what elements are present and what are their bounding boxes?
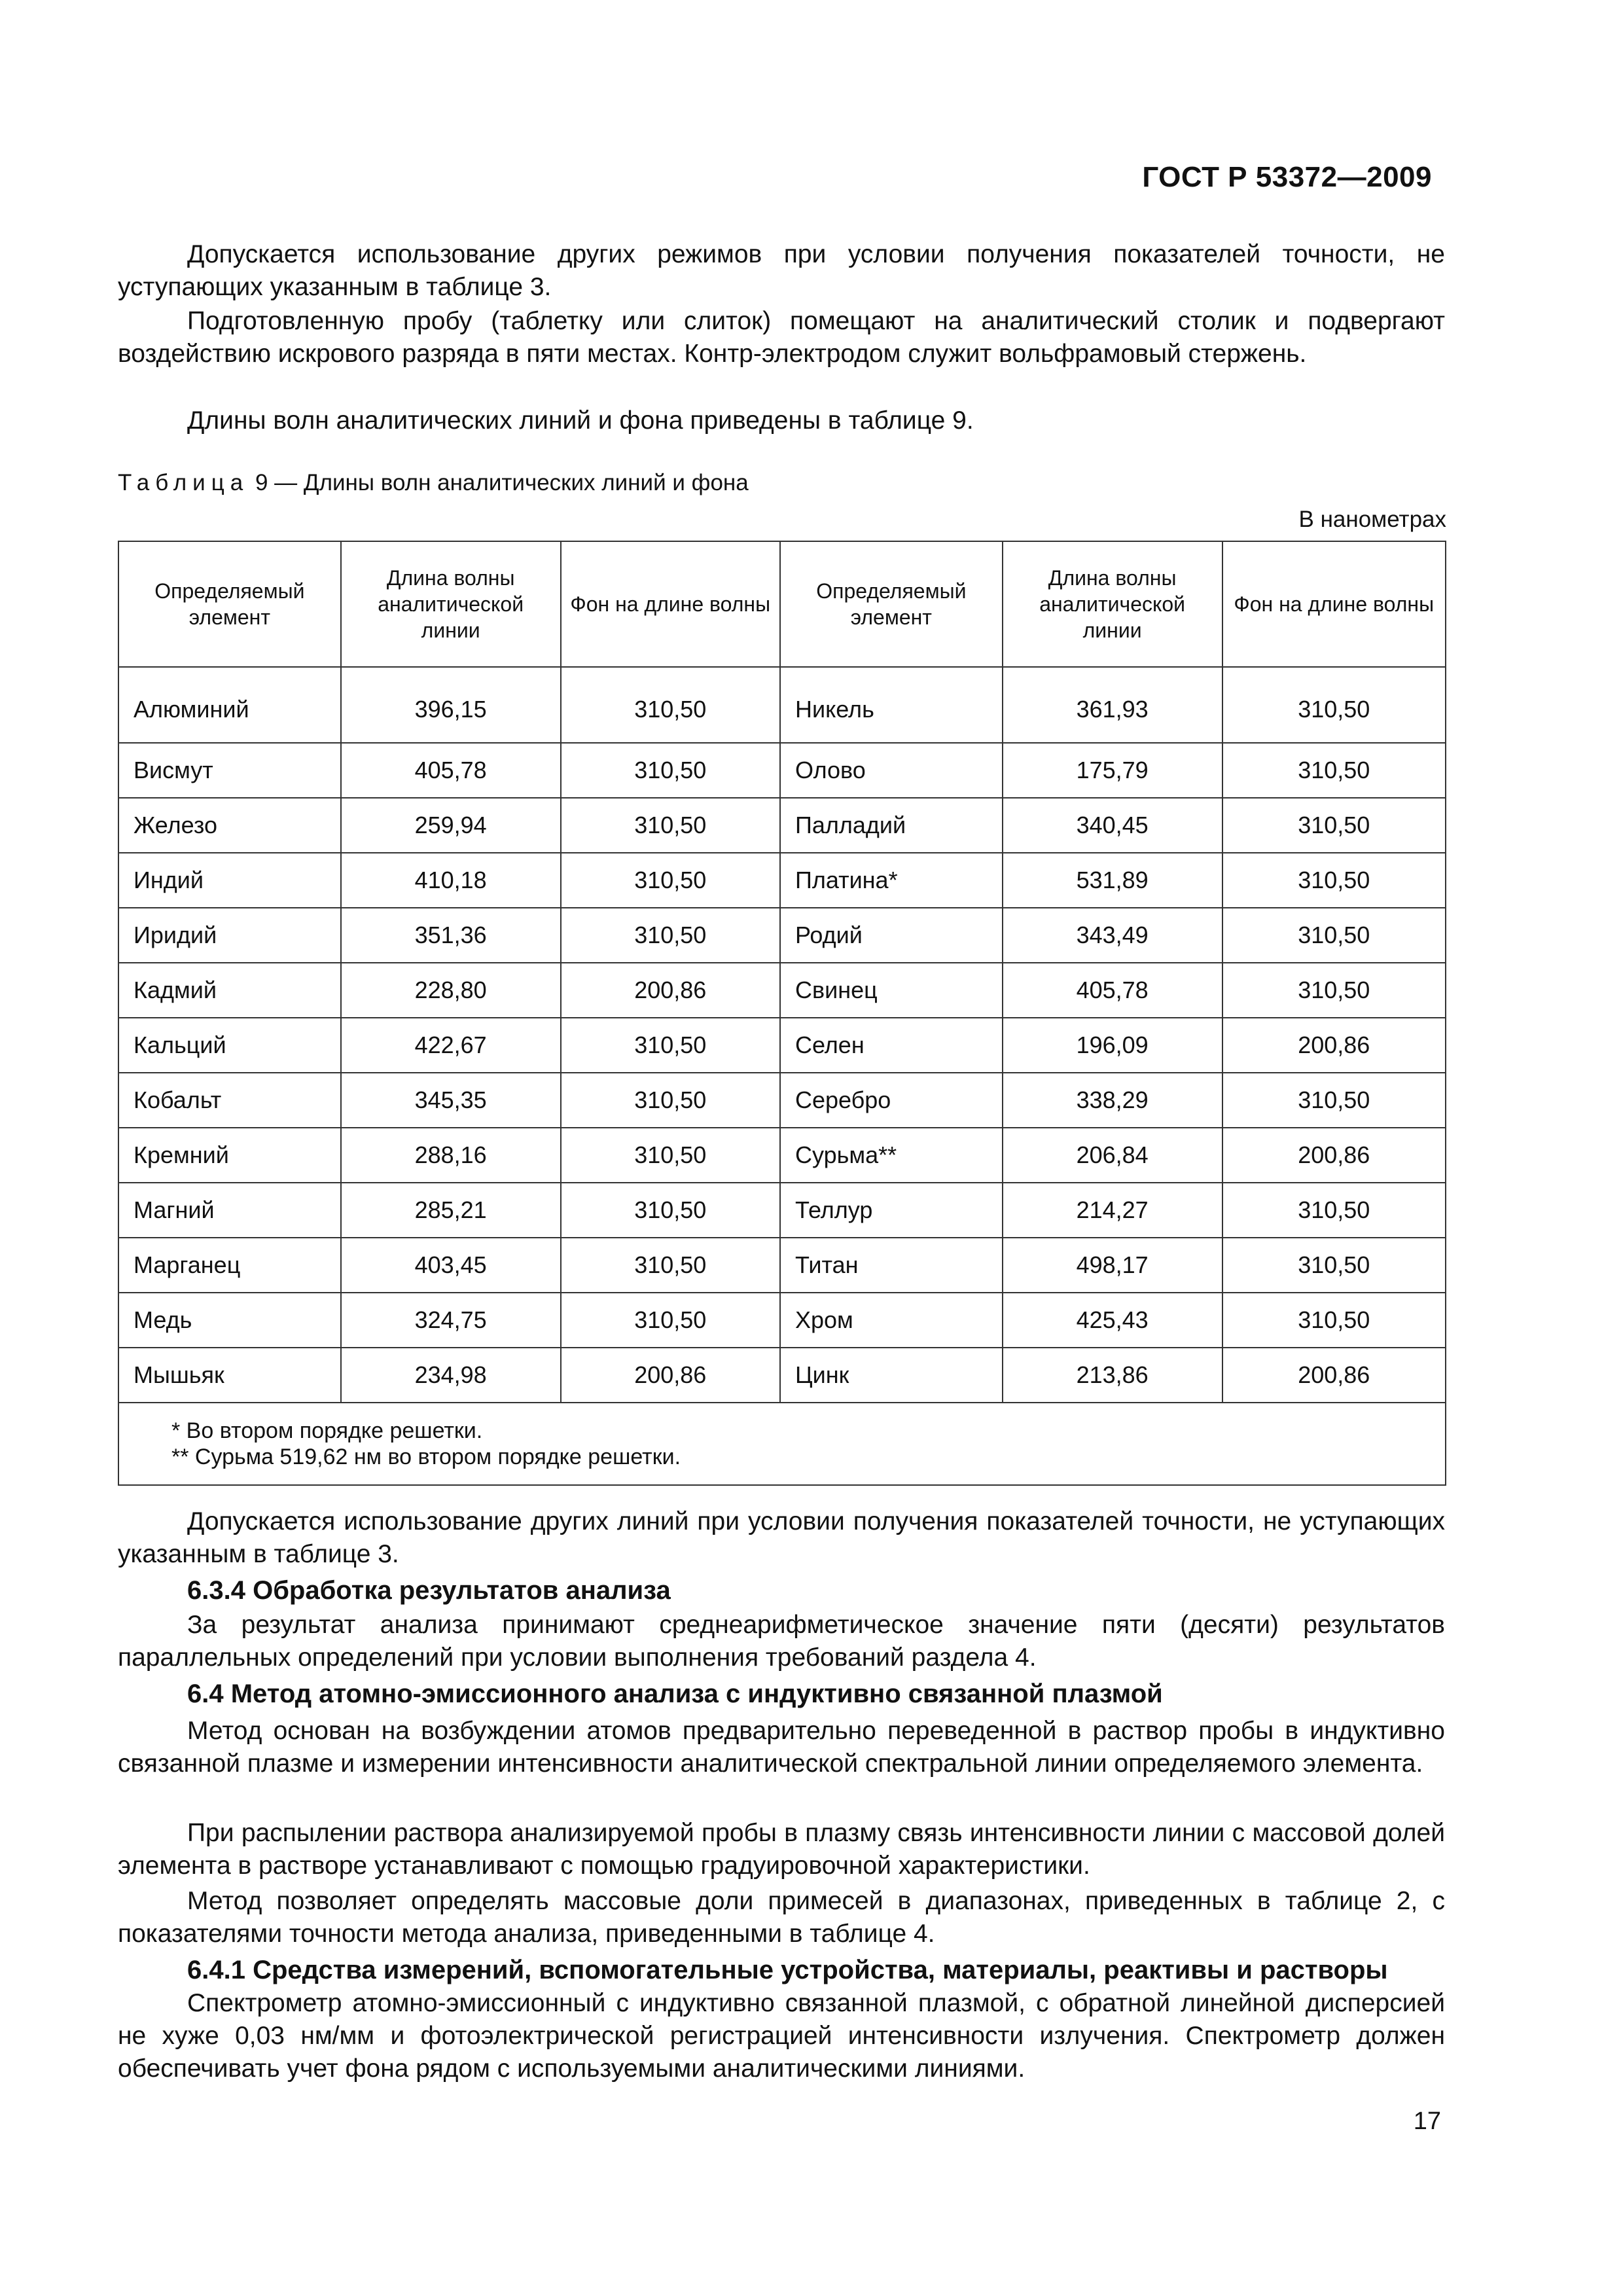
paragraph [118, 404, 1445, 437]
paragraph [118, 1715, 1445, 1780]
paragraph-text: Допускается использование других режимов при условии получения показателей точности, не уступающих указанным в таблице 3. [118, 240, 1445, 301]
wavelength-cell: 310,50 [1222, 798, 1446, 853]
wavelength-cell: 310,50 [561, 1128, 780, 1183]
element-name-cell: Платина* [780, 853, 1003, 908]
table-units: В нанометрах [1298, 507, 1446, 532]
page-number: 17 [1413, 2108, 1441, 2135]
wavelength-cell: 259,94 [341, 798, 561, 853]
wavelength-cell: 410,18 [341, 853, 561, 908]
paragraph-text: Допускается использование других линий при условии получения показателей точности, не уступающих указанным в таблице 3. [118, 1507, 1445, 1568]
wavelength-cell: 351,36 [341, 908, 561, 963]
element-name-cell: Индий [118, 853, 341, 908]
header-cell: Длина волны аналитической линии [341, 541, 561, 667]
wavelength-cell: 213,86 [1003, 1348, 1222, 1403]
wavelength-cell: 200,86 [1222, 1018, 1446, 1073]
element-name-cell: Алюминий [118, 667, 341, 743]
wavelength-cell: 345,35 [341, 1073, 561, 1128]
wavelength-cell: 200,86 [1222, 1128, 1446, 1183]
wavelength-cell: 310,50 [1222, 1073, 1446, 1128]
paragraph-text: Метод позволяет определять массовые доли примесей в диапазонах, приведенных в таблице 2, с показателями точности метода анализа, приведенными в таблице 4. [118, 1887, 1445, 1948]
wavelength-cell: 234,98 [341, 1348, 561, 1403]
wavelength-cell: 405,78 [341, 743, 561, 798]
wavelength-cell: 310,50 [561, 1018, 780, 1073]
element-name-cell: Никель [780, 667, 1003, 743]
wavelength-cell: 338,29 [1003, 1073, 1222, 1128]
paragraph-text: Метод основан на возбуждении атомов предварительно переведенной в раствор пробы в индуктивно связанной плазме и измерении интенсивности аналитической спектральной линии определяемого элемента. [118, 1717, 1445, 1778]
wavelength-cell: 396,15 [341, 667, 561, 743]
wavelength-cell: 403,45 [341, 1238, 561, 1293]
table-row [118, 667, 1446, 743]
element-name-cell: Кадмий [118, 963, 341, 1018]
wavelength-cell: 310,50 [1222, 1238, 1446, 1293]
wavelength-cell: 310,50 [1222, 743, 1446, 798]
section-heading: 6.4 Метод атомно-эмиссионного анализа с индуктивно связанной плазмой [187, 1679, 1163, 1708]
wavelength-cell: 200,86 [1222, 1348, 1446, 1403]
wavelength-cell: 310,50 [561, 798, 780, 853]
table-row [118, 1018, 1446, 1073]
element-name-cell: Свинец [780, 963, 1003, 1018]
table-row [118, 1128, 1446, 1183]
table-note: ** Сурьма 519,62 нм во втором порядке решетки. [171, 1444, 681, 1469]
wavelength-cell: 310,50 [1222, 853, 1446, 908]
table-row [118, 743, 1446, 798]
wavelength-cell: 310,50 [1222, 963, 1446, 1018]
wavelength-cell: 425,43 [1003, 1293, 1222, 1348]
header-cell: Длина волны аналитической линии [1003, 541, 1222, 667]
wavelength-cell: 498,17 [1003, 1238, 1222, 1293]
paragraph-text: Спектрометр атомно-эмиссионный с индуктивно связанной плазмой, с обратной линейной дисперсией не хуже 0,03 нм/мм и фотоэлектрической регистрацией интенсивности излучения. Спектрометр должен обеспечивать учет фона рядом с используемыми аналитическими линиями. [118, 1989, 1445, 2083]
element-name-cell: Кальций [118, 1018, 341, 1073]
wavelength-cell: 288,16 [341, 1128, 561, 1183]
table-notes [118, 1403, 1446, 1485]
wavelength-cell: 422,67 [341, 1018, 561, 1073]
header-cell: Фон на длине волны [561, 541, 780, 667]
element-name-cell: Сурьма** [780, 1128, 1003, 1183]
wavelength-cell: 175,79 [1003, 743, 1222, 798]
wavelength-cell: 310,50 [1222, 667, 1446, 743]
paragraph-text: Длины волн аналитических линий и фона приведены в таблице 9. [187, 406, 974, 435]
element-name-cell: Магний [118, 1183, 341, 1238]
element-name-cell: Селен [780, 1018, 1003, 1073]
table-caption-title: 9 — Длины волн аналитических линий и фона [255, 470, 749, 495]
element-name-cell: Иридий [118, 908, 341, 963]
section-heading: 6.3.4 Обработка результатов анализа [187, 1576, 671, 1605]
paragraph [118, 1885, 1445, 1950]
wavelength-cell: 531,89 [1003, 853, 1222, 908]
header-cell: Определяемый элемент [118, 541, 341, 667]
paragraph [118, 1505, 1445, 1571]
wavelength-cell: 200,86 [561, 963, 780, 1018]
paragraph-text: При распылении раствора анализируемой пробы в плазму связь интенсивности линии с массовой долей элемента в растворе устанавливают с помощью градуировочной характеристики. [118, 1819, 1445, 1880]
wavelength-cell: 228,80 [341, 963, 561, 1018]
header-cell: Фон на длине волны [1222, 541, 1446, 667]
paragraph-text: За результат анализа принимают среднеарифметическое значение пяти (десяти) результатов параллельных определений при условии выполнения требований раздела 4. [118, 1611, 1445, 1672]
wavelength-cell: 310,50 [561, 667, 780, 743]
wavelength-cell: 200,86 [561, 1348, 780, 1403]
table-row [118, 908, 1446, 963]
paragraph [118, 1987, 1445, 2085]
table-notes-row [118, 1403, 1446, 1485]
table-row [118, 1238, 1446, 1293]
wavelength-cell: 310,50 [561, 743, 780, 798]
wavelength-cell: 310,50 [561, 1293, 780, 1348]
table-row [118, 1073, 1446, 1128]
wavelength-cell: 310,50 [561, 853, 780, 908]
wavelength-cell: 310,50 [1222, 1183, 1446, 1238]
element-name-cell: Марганец [118, 1238, 341, 1293]
table-row [118, 853, 1446, 908]
element-name-cell: Родий [780, 908, 1003, 963]
section-heading: 6.4.1 Средства измерений, вспомогательные устройства, материалы, реактивы и растворы [187, 1956, 1388, 1984]
table-row [118, 963, 1446, 1018]
element-name-cell: Висмут [118, 743, 341, 798]
element-name-cell: Кобальт [118, 1073, 341, 1128]
wavelength-cell: 324,75 [341, 1293, 561, 1348]
document-id: ГОСТ Р 53372—2009 [1142, 161, 1432, 193]
paragraph [118, 1817, 1445, 1882]
table-note: * Во втором порядке решетки. [171, 1418, 483, 1443]
table-row [118, 1183, 1446, 1238]
wavelength-cell: 361,93 [1003, 667, 1222, 743]
element-name-cell: Палладий [780, 798, 1003, 853]
paragraph [118, 1609, 1445, 1674]
wavelength-cell: 343,49 [1003, 908, 1222, 963]
header-cell: Определяемый элемент [780, 541, 1003, 667]
wavelength-cell: 340,45 [1003, 798, 1222, 853]
element-name-cell: Мышьяк [118, 1348, 341, 1403]
table-row [118, 1293, 1446, 1348]
element-name-cell: Хром [780, 1293, 1003, 1348]
element-name-cell: Железо [118, 798, 341, 853]
wavelength-cell: 196,09 [1003, 1018, 1222, 1073]
element-name-cell: Медь [118, 1293, 341, 1348]
wavelength-cell: 285,21 [341, 1183, 561, 1238]
wavelength-table [118, 541, 1446, 1486]
paragraph-text: Подготовленную пробу (таблетку или слиток) помещают на аналитический столик и подвергают воздействию искрового разряда в пяти местах. Контр-электродом служит вольфрамовый стержень. [118, 307, 1445, 368]
element-name-cell: Серебро [780, 1073, 1003, 1128]
element-name-cell: Олово [780, 743, 1003, 798]
wavelength-cell: 214,27 [1003, 1183, 1222, 1238]
wavelength-cell: 310,50 [561, 1183, 780, 1238]
table-header-row [118, 541, 1446, 667]
element-name-cell: Титан [780, 1238, 1003, 1293]
wavelength-cell: 405,78 [1003, 963, 1222, 1018]
wavelength-cell: 310,50 [1222, 908, 1446, 963]
table-caption-label: Таблица [118, 470, 249, 495]
table-row [118, 798, 1446, 853]
paragraph [118, 305, 1445, 370]
paragraph [118, 238, 1445, 304]
element-name-cell: Теллур [780, 1183, 1003, 1238]
wavelength-cell: 310,50 [561, 908, 780, 963]
wavelength-cell: 206,84 [1003, 1128, 1222, 1183]
table-row [118, 1348, 1446, 1403]
element-name-cell: Кремний [118, 1128, 341, 1183]
wavelength-cell: 310,50 [561, 1238, 780, 1293]
element-name-cell: Цинк [780, 1348, 1003, 1403]
wavelength-cell: 310,50 [1222, 1293, 1446, 1348]
wavelength-cell: 310,50 [561, 1073, 780, 1128]
table-body [118, 667, 1446, 1403]
table-caption [118, 470, 749, 496]
